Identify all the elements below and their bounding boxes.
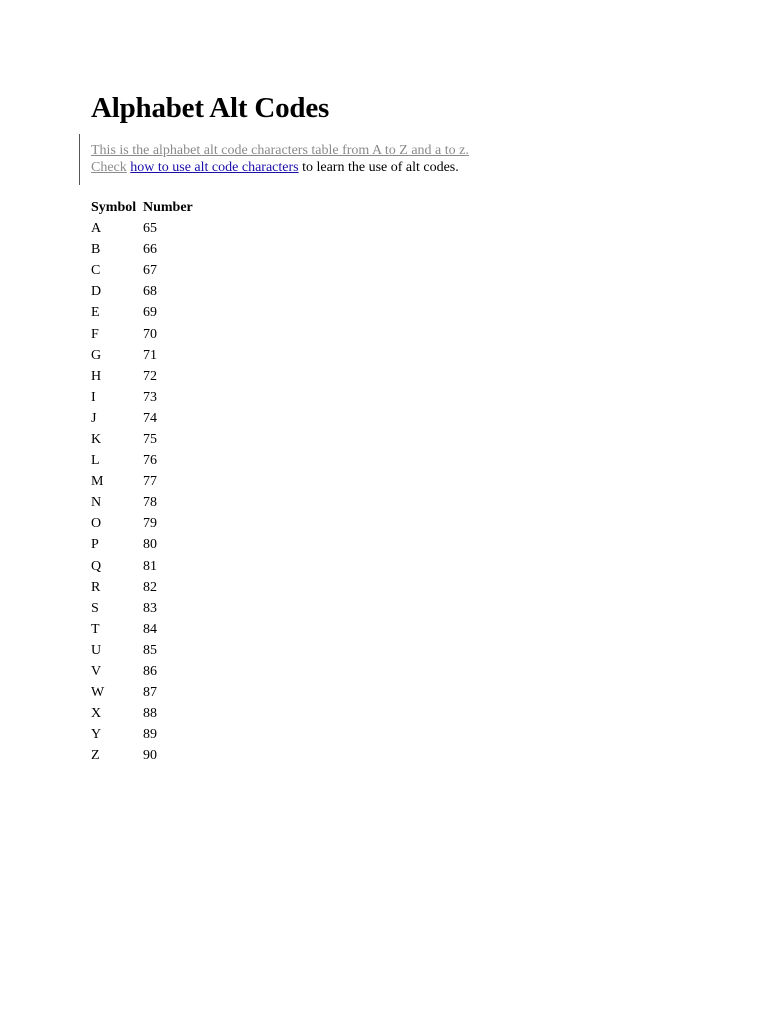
- intro-tail-text: to learn the use of alt codes.: [302, 160, 459, 175]
- symbol-cell: P: [91, 537, 99, 553]
- intro-paragraph: [91, 142, 728, 176]
- symbol-cell: K: [91, 431, 102, 447]
- number-cell: 70: [143, 326, 157, 342]
- number-cell: 73: [143, 389, 157, 405]
- table-row: [91, 724, 193, 745]
- table-row: [91, 598, 193, 619]
- symbol-cell: B: [91, 242, 101, 258]
- symbol-cell: E: [91, 305, 100, 321]
- table-body: [91, 218, 193, 766]
- number-cell: 66: [143, 242, 157, 258]
- table-row: [91, 745, 193, 766]
- symbol-cell: S: [91, 600, 99, 616]
- symbol-cell: C: [91, 263, 101, 279]
- number-cell: 65: [143, 221, 157, 237]
- alt-codes-table: [91, 197, 193, 766]
- number-cell: 84: [143, 621, 157, 637]
- symbol-cell: A: [91, 221, 102, 237]
- symbol-cell: U: [91, 642, 102, 658]
- symbol-cell: O: [91, 516, 102, 532]
- number-cell: 81: [143, 558, 157, 574]
- number-cell: 86: [143, 664, 157, 680]
- table-row: [91, 619, 193, 640]
- table-row: [91, 260, 193, 281]
- symbol-cell: Q: [91, 558, 102, 574]
- table-row: [91, 323, 193, 344]
- symbol-cell: V: [91, 664, 102, 680]
- table-row: [91, 661, 193, 682]
- document-body: [91, 88, 728, 766]
- number-cell: 76: [143, 453, 157, 469]
- symbol-cell: I: [91, 389, 96, 405]
- number-cell: 69: [143, 305, 157, 321]
- table-row: [91, 218, 193, 239]
- number-cell: 67: [143, 263, 157, 279]
- table-row: [91, 387, 193, 408]
- number-cell: 77: [143, 474, 157, 490]
- table-row: [91, 281, 193, 302]
- symbol-cell: H: [91, 368, 102, 384]
- intro-line-1: This is the alphabet alt code characters table from A to Z and a to z.: [91, 143, 469, 158]
- symbol-cell: W: [91, 685, 105, 701]
- table-row: [91, 471, 193, 492]
- number-cell: 83: [143, 600, 157, 616]
- table-row: [91, 534, 193, 555]
- table-row: [91, 366, 193, 387]
- table-row: [91, 345, 193, 366]
- table-header-row: [91, 197, 193, 218]
- number-cell: 80: [143, 537, 157, 553]
- symbol-cell: G: [91, 347, 102, 363]
- table-row: [91, 492, 193, 513]
- number-cell: 71: [143, 347, 157, 363]
- symbol-cell: Y: [91, 727, 102, 743]
- number-cell: 79: [143, 516, 157, 532]
- symbol-cell: M: [91, 474, 104, 490]
- number-cell: 90: [143, 748, 157, 764]
- symbol-cell: J: [91, 410, 97, 426]
- table-row: [91, 408, 193, 429]
- table-row: [91, 450, 193, 471]
- header-number: Number: [143, 200, 193, 215]
- table-row: [91, 640, 193, 661]
- number-cell: 75: [143, 431, 157, 447]
- page-title: Alphabet Alt Codes: [91, 92, 330, 124]
- symbol-cell: Z: [91, 748, 100, 764]
- number-cell: 85: [143, 642, 157, 658]
- table-row: [91, 513, 193, 534]
- number-cell: 72: [143, 368, 157, 384]
- header-symbol: Symbol: [91, 200, 137, 215]
- number-cell: 89: [143, 727, 157, 743]
- number-cell: 74: [143, 410, 157, 426]
- symbol-cell: L: [91, 453, 100, 469]
- symbol-cell: N: [91, 495, 102, 511]
- number-cell: 78: [143, 495, 157, 511]
- table-row: [91, 682, 193, 703]
- table-row: [91, 703, 193, 724]
- symbol-cell: X: [91, 706, 102, 722]
- table-row: [91, 429, 193, 450]
- number-cell: 88: [143, 706, 157, 722]
- symbol-cell: R: [91, 579, 101, 595]
- symbol-cell: T: [91, 621, 100, 637]
- how-to-use-link[interactable]: how to use alt code characters: [130, 160, 299, 175]
- intro-check-label: Check: [91, 160, 127, 175]
- symbol-cell: F: [91, 326, 99, 342]
- table-row: [91, 302, 193, 323]
- number-cell: 87: [143, 685, 157, 701]
- table-row: [91, 556, 193, 577]
- table-row: [91, 239, 193, 260]
- number-cell: 68: [143, 284, 157, 300]
- text-cursor-bar: [79, 134, 80, 185]
- table-row: [91, 577, 193, 598]
- number-cell: 82: [143, 579, 157, 595]
- symbol-cell: D: [91, 284, 102, 300]
